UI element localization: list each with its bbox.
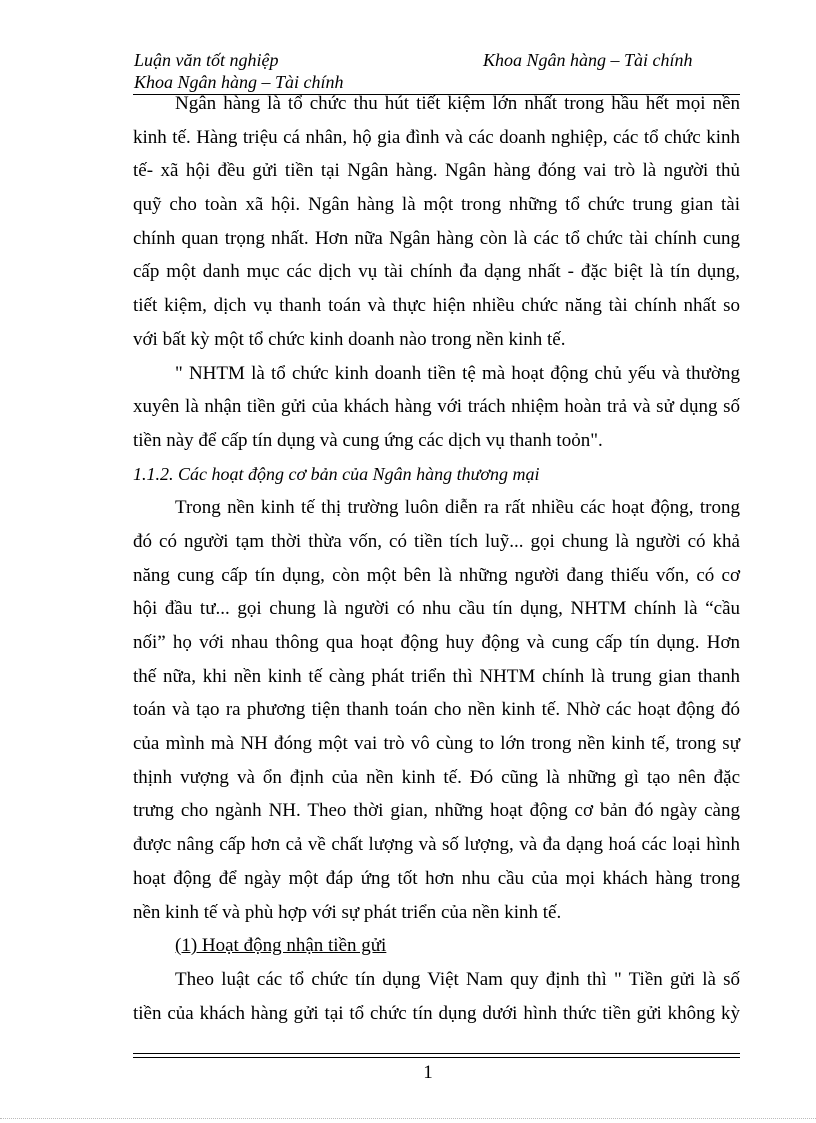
text-line: toán và tạo ra phương tiện thanh toán cho nền kinh tế. Nhờ các hoạt động đó bbox=[133, 699, 740, 721]
text-line: tiền này để cấp tín dụng và cung ứng các dịch vụ thanh toỏn". bbox=[133, 429, 603, 451]
section-heading: 1.1.2. Các hoạt động cơ bản của Ngân hàng thương mại bbox=[133, 463, 540, 484]
subsection-heading-text: (1) Hoạt động nhận tiền gửi bbox=[175, 935, 387, 957]
header-faculty-right: Khoa Ngân hàng – Tài chính bbox=[483, 50, 693, 70]
text-line: hội đầu tư... gọi chung là người có nhu cầu tín dụng, NHTM chính là “cầu bbox=[133, 598, 740, 620]
header-thesis-title: Luận văn tốt nghiệp bbox=[134, 50, 279, 70]
text-line: kinh tế. Hàng triệu cá nhân, hộ gia đình và các doanh nghiệp, các tổ chức kinh bbox=[133, 126, 740, 148]
page-number: 1 bbox=[423, 1062, 433, 1083]
text-line: cấp một danh mục các dịch vụ tài chính đa dạng nhất - đặc biệt là tín dụng, bbox=[133, 261, 740, 283]
text-line: Ngân hàng là tổ chức thu hút tiết kiệm lớn nhất trong hầu hết mọi nền bbox=[175, 93, 740, 114]
text-line: trưng cho ngành NH. Theo thời gian, những hoạt động cơ bản đó ngày càng bbox=[133, 800, 740, 822]
header-faculty-left: Khoa Ngân hàng – Tài chính bbox=[134, 72, 344, 92]
text-line: đó có người tạm thời thừa vốn, có tiền tích luỹ... gọi chung là người có khả bbox=[133, 530, 740, 552]
text-line: tiết kiệm, dịch vụ thanh toán và thực hiện nhiều chức năng tài chính nhất so bbox=[133, 295, 740, 317]
text-line: nền kinh tế và phù hợp với sự phát triển của nền kinh tế. bbox=[133, 901, 562, 923]
text-line: tiền của khách hàng gửi tại tổ chức tín dụng dưới hình thức tiền gửi không kỳ bbox=[133, 1002, 740, 1024]
text-line: hoạt động để ngày một đáp ứng tốt hơn nhu cầu của mọi khách hàng trong bbox=[133, 867, 740, 889]
text-line: Theo luật các tổ chức tín dụng Việt Nam quy định thì " Tiền gửi là số bbox=[175, 968, 740, 990]
text-line: chính quan trọng nhất. Hơn nữa Ngân hàng còn là các tổ chức tài chính cung bbox=[133, 227, 740, 249]
text-line: " NHTM là tổ chức kinh doanh tiền tệ mà hoạt động chủ yếu và thường bbox=[175, 362, 740, 384]
page-boundary bbox=[0, 1118, 816, 1119]
text-line: năng cung cấp tín dụng, còn một bên là những người đang thiếu vốn, có cơ bbox=[133, 564, 740, 586]
text-line: thịnh vượng và ổn định của nền kinh tế. Đó cũng là những gì tạo nên đặc bbox=[133, 766, 740, 788]
text-line: Trong nền kinh tế thị trường luôn diễn ra rất nhiều các hoạt động, trong bbox=[175, 497, 740, 519]
document-body bbox=[133, 87, 740, 1030]
text-line: quỹ cho toàn xã hội. Ngân hàng là một trong những tổ chức trung gian tài bbox=[133, 194, 740, 216]
text-line: với bất kỳ một tổ chức kinh doanh nào trong nền kinh tế. bbox=[133, 328, 566, 350]
text-line: của mình mà NH đóng một vai trò vô cùng to lớn trong nền kinh tế, trong sự bbox=[133, 733, 740, 755]
footer-double-rule bbox=[133, 1053, 740, 1058]
subsection-heading bbox=[133, 929, 740, 963]
text-line: được nâng cấp hơn cả về chất lượng và số lượng, và đa dạng hoá các loại hình bbox=[133, 834, 740, 856]
text-line: thế nữa, khi nền kinh tế càng phát triển thì NHTM chính là trung gian thanh bbox=[133, 665, 740, 687]
text-line: tế- xã hội đều gửi tiền tại Ngân hàng. Ngân hàng đóng vai trò là người thủ bbox=[133, 160, 740, 182]
text-line: xuyên là nhận tiền gửi của khách hàng với trách nhiệm hoàn trả và sử dụng số bbox=[133, 396, 740, 418]
text-line: nối” họ với nhau thông qua hoạt động huy động và cung cấp tín dụng. Hơn bbox=[133, 632, 740, 653]
